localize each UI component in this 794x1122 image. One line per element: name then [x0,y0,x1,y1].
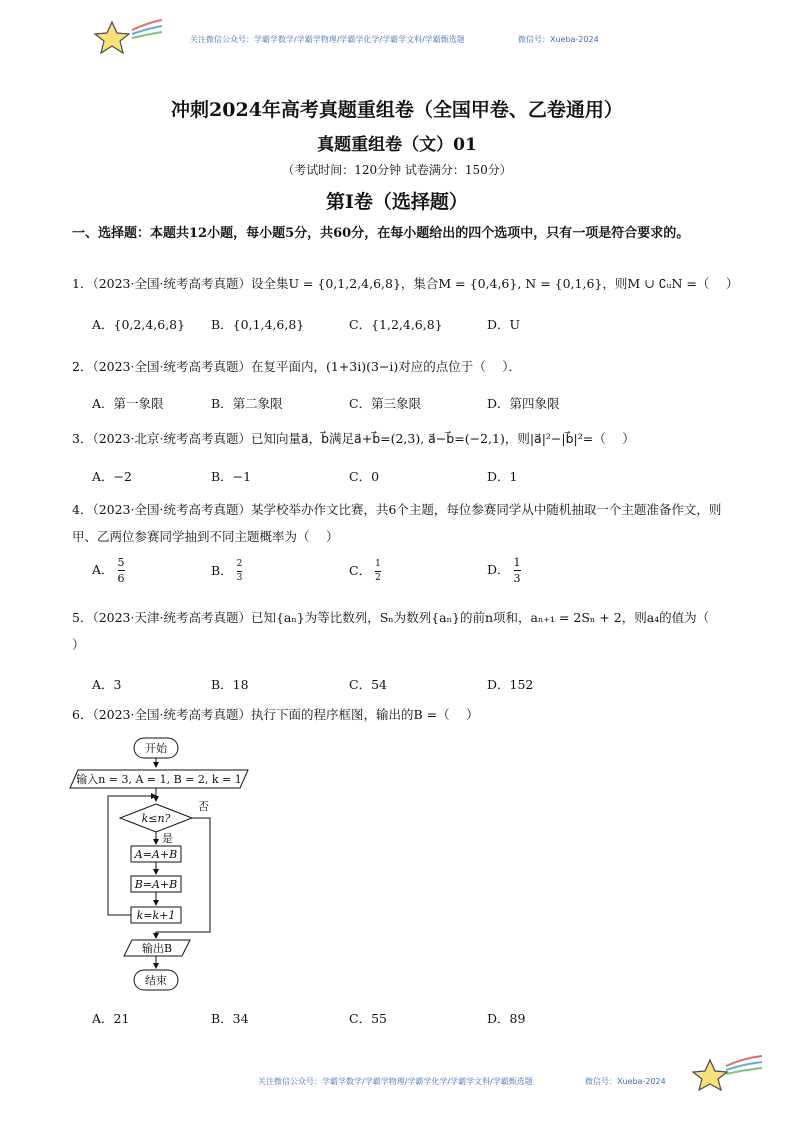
q4-a-numerator: 5 [117,556,125,569]
question-5: 5．（2023·天津·统考高考真题）已知{aₙ}为等比数列，Sₙ为数列{aₙ}的前n项和，aₙ₊₁ = 2Sₙ + 2，则a₄的值为（ ） [72,610,726,652]
q4-b-numerator: 2 [236,559,243,569]
footer-right-text: 微信号：Xueba-2024 [585,1077,666,1086]
flowchart [68,734,258,996]
flowchart-input-label: 输入n = 3, A = 1, B = 2, k = 1 [76,773,242,786]
flowchart-no-label: 否 [198,800,209,813]
q4-option-b-letter: B． [211,563,233,578]
footer-shooting-star-logo [692,1052,764,1092]
q4-option-c-fraction [375,560,381,583]
q4-b-denominator: 3 [236,573,243,583]
section-heading: 一、选择题：本题共12小题，每小题5分，共60分，在每小题给出的四个选项中，只有一项是符合要求的。 [72,226,690,241]
question-4: 4．（2023·全国·统考高考真题）某学校举办作文比赛，共6个主题，每位参赛同学从中随机抽取一个主题准备作文，则甲、乙两位参赛同学抽到不同主题概率为（ ） [72,502,722,544]
question-6: 6．（2023·全国·统考高考真题）执行下面的程序框图，输出的B =（ ） [72,707,479,722]
q2-option-c: C．第三象限 [349,396,422,411]
flowchart-yes-label: 是 [162,832,173,845]
q4-c-numerator: 1 [375,559,381,569]
question-1: 1．（2023·全国·统考高考真题）设全集U = {0,1,2,4,6,8}，集合M = {0,4,6}, N = {0,1,6}，则M ∪ ∁ᵤN =（ ） [72,276,739,291]
q1-option-a: A．{0,2,4,6,8} [92,317,186,332]
q4-option-c-letter: C． [349,563,372,578]
flowchart-condition-label: k≤n? [141,812,171,825]
q6-option-a: A．21 [92,1011,130,1026]
q5-option-b: B．18 [211,677,249,692]
q6-option-d: D．89 [487,1011,526,1026]
flowchart-start-label: 开始 [145,742,167,755]
exam-info: （考试时间：120分钟 试卷满分：150分） [282,163,512,177]
shooting-star-logo [92,18,162,56]
question-2: 2．（2023·全国·统考高考真题）在复平面内，(1+3i)(3−i)对应的点位于（ ）． [72,359,521,374]
flowchart-step1-label: A=A+B [134,848,178,861]
header-top-left-text: 关注微信公众号：学霸学数学/学霸学物理/学霸学化学/学霸学文科/学霸甄选题 [190,35,465,44]
q3-option-a: A．−2 [92,469,132,484]
q2-option-a: A．第一象限 [92,396,164,411]
flowchart-step3-label: k=k+1 [136,909,176,922]
part-heading: 第I卷（选择题） [326,191,468,213]
q4-option-a [92,557,125,584]
q2-option-b: B．第二象限 [211,396,283,411]
q4-option-b [211,560,242,583]
page-title: 冲刺2024年高考真题重组卷（全国甲卷、乙卷通用） [171,99,623,121]
q1-option-b: B．{0,1,4,6,8} [211,317,305,332]
q4-d-denominator: 3 [513,572,521,585]
q4-option-d-fraction [514,557,521,584]
q5-option-d: D．152 [487,677,534,692]
page-subtitle: 真题重组卷（文）01 [317,135,477,155]
q3-option-b: B．−1 [211,469,252,484]
q3-option-d: D．1 [487,469,518,484]
q4-option-a-fraction [118,557,125,584]
q1-option-c: C．{1,2,4,6,8} [349,317,443,332]
flowchart-step2-label: B=A+B [134,878,178,891]
flowchart-end-label: 结束 [145,974,167,987]
q4-option-d-letter: D． [487,562,510,577]
q6-option-c: C．55 [349,1011,387,1026]
header-top-right-text: 微信号：Xueba-2024 [518,35,599,44]
q2-option-d: D．第四象限 [487,396,560,411]
q5-option-a: A．3 [92,677,122,692]
question-3: 3．（2023·北京·统考高考真题）已知向量a⃗，b⃗满足a⃗+b⃗=(2,3), a⃗−b⃗=(−2,1)，则|a⃗|²−|b⃗|²=（ ） [72,431,635,446]
q4-c-denominator: 2 [375,573,381,583]
q4-a-denominator: 6 [117,572,125,585]
q4-d-numerator: 1 [513,556,521,569]
q3-option-c: C．0 [349,469,380,484]
flowchart-output-label: 输出B [141,942,173,955]
q1-option-d: D．U [487,317,521,332]
q4-option-c [349,560,381,583]
q6-option-b: B．34 [211,1011,249,1026]
q4-option-b-fraction [237,560,243,583]
footer-left-text: 关注微信公众号：学霸学数学/学霸学物理/学霸学化学/学霸学文科/学霸甄选题 [258,1077,533,1086]
q5-option-c: C．54 [349,677,387,692]
q4-option-a-letter: A． [92,562,114,577]
q4-option-d [487,557,521,584]
